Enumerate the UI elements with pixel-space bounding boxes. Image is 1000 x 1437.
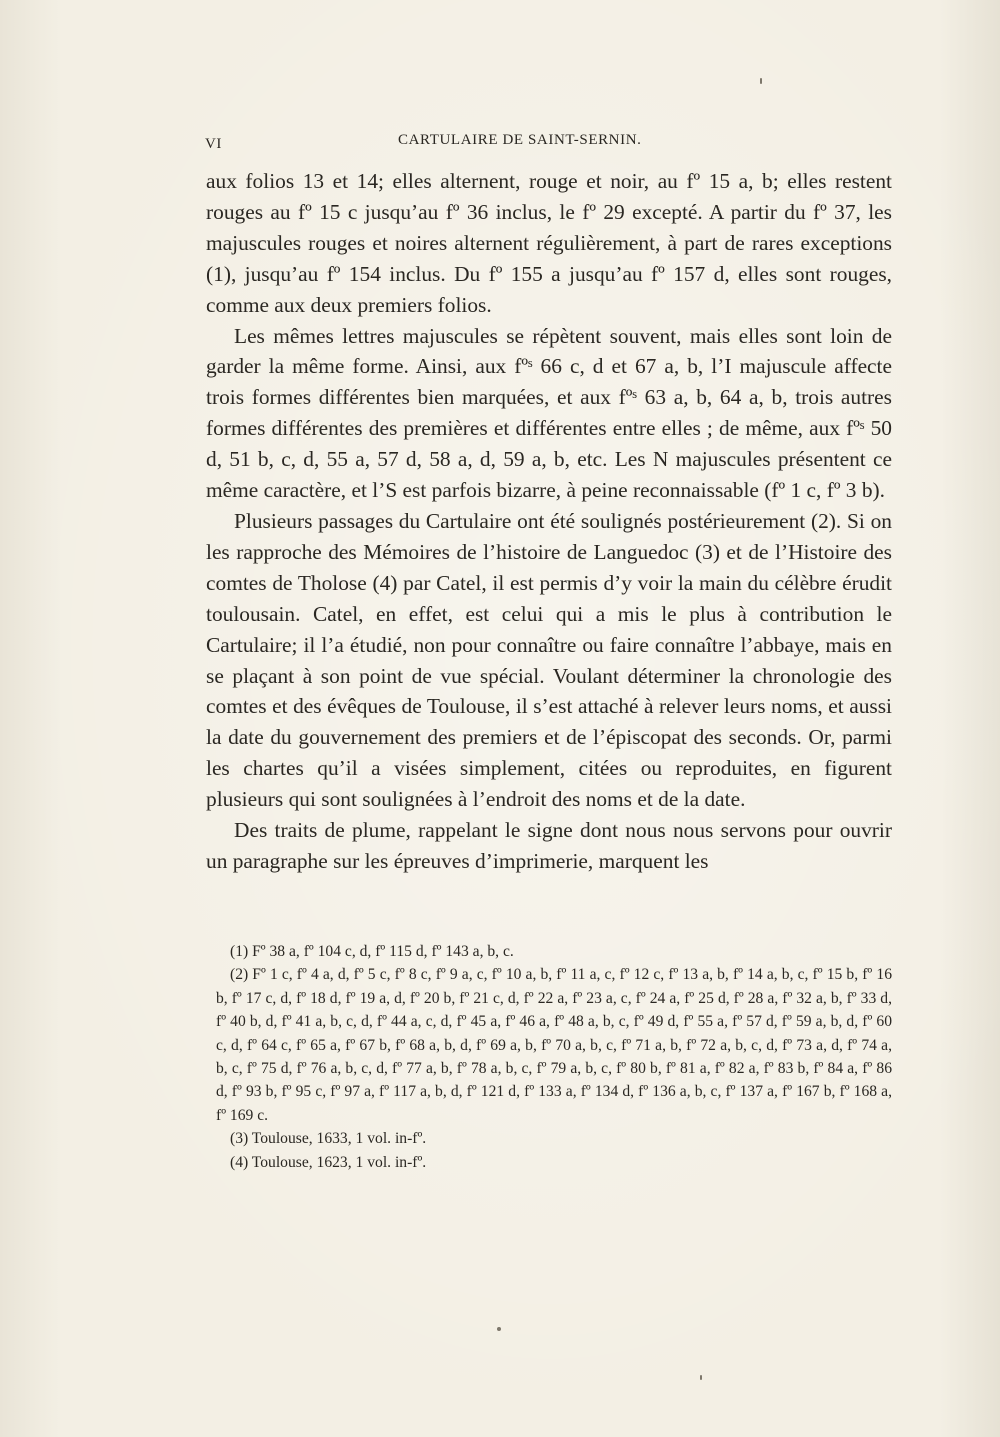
paper-speck	[760, 78, 762, 84]
main-text	[206, 166, 892, 877]
footnote: (1) Fº 38 a, fº 104 c, d, fº 115 d, fº 143 a, b, c.	[230, 943, 514, 960]
running-title: CARTULAIRE DE SAINT-SERNIN.	[398, 132, 642, 148]
page-header	[205, 128, 895, 158]
footnote: (3) Toulouse, 1633, 1 vol. in-fº.	[230, 1130, 427, 1148]
paragraph: aux folios 13 et 14; elles alternent, rouge et noir, au fº 15 a, b; elles restent rouges au fº 15 c jusqu’au fº 36 inclus, le fº 29 excepté. A partir du fº 37, les majuscules rouges et noires alternent régulièrement, à part de rares exceptions (1), jusqu’au fº 154 inclus. Du fº 155 a jusqu’au fº 157 d, elles sont rouges, comme aux deux premiers folios.	[206, 169, 892, 317]
folio-number: VI	[205, 136, 222, 152]
paragraph: Les mêmes lettres majuscules se répètent souvent, mais elles sont loin de garder la même forme. Ainsi, aux fºˢ 66 c, d et 67 a, b, l’I majuscule affecte trois formes différentes bien marquées, et aux fºˢ 63 a, b, 64 a, b, trois autres formes différentes des premières et différentes entre elles ; de même, aux fºˢ 50 d, 51 b, c, d, 55 a, 57 d, 58 a, d, 59 a, b, etc. Les N majuscules présentent ce même caractère, et l’S est parfois bizarre, à peine reconnaissable (fº 1 c, fº 3 b).	[206, 323, 892, 503]
footnote: (2) Fº 1 c, fº 4 a, d, fº 5 c, fº 8 c, fº 9 a, c, fº 10 a, b, fº 11 a, c, fº 12 c, fº 13 a, b, fº 14 a, b, c, fº 15 b, fº 16 b, fº 17 c, d, fº 18 d, fº 19 a, d, fº 20 b, fº 21 c, d, fº 22 a, fº 23 a, c, fº 24 a, fº 25 d, fº 28 a, fº 32 a, b, fº 33 d, fº 40 b, d, fº 41 a, b, c, d, fº 44 a, c, d, fº 45 a, fº 46 a, fº 48 a, b, c, fº 49 d, fº 55 a, fº 57 d, fº 59 a, b, d, fº 60 c, d, fº 64 c, fº 65 a, fº 67 b, fº 68 a, b, d, fº 69 a, b, fº 70 a, b, c, fº 71 a, b, fº 72 a, b, c, d, fº 73 a, d, fº 74 a, b, c, fº 75 d, fº 76 a, b, c, d, fº 77 a, b, fº 78 a, b, c, fº 79 a, b, c, fº 80 b, fº 81 a, fº 82 a, fº 83 b, fº 84 a, fº 86 d, fº 93 b, fº 95 c, fº 97 a, fº 117 a, b, d, fº 121 d, fº 133 a, fº 134 d, fº 136 a, b, c, fº 137 a, fº 167 b, fº 168 a, fº 169 c.	[216, 966, 892, 1124]
footnote: (4) Toulouse, 1623, 1 vol. in-fº.	[230, 1153, 427, 1171]
footnotes	[216, 940, 892, 1174]
paragraph: Des traits de plume, rappelant le signe dont nous nous servons pour ouvrir un paragraphe sur les épreuves d’imprimerie, marquent les	[206, 818, 892, 873]
paper-speck	[700, 1375, 702, 1380]
paragraph: Plusieurs passages du Cartulaire ont été soulignés postérieurement (2). Si on les rapproche des Mémoires de l’histoire de Languedoc (3) et de l’Histoire des comtes de Tholose (4) par Catel, il est permis d’y voir la main du célèbre érudit toulousain. Catel, en effet, est celui qui a mis le plus à contribution le Cartulaire; il l’a étudié, non pour connaître ou faire connaître l’abbaye, mais en se plaçant à son point de vue spécial. Voulant déterminer la chronologie des comtes et des évêques de Toulouse, il s’est attaché à relever leurs noms, et aussi la date du gouvernement des premiers et de l’épiscopat des seconds. Or, parmi les chartes qu’il a visées simplement, citées ou reproduites, en figurent plusieurs qui sont soulignées à l’endroit des noms et de la date.	[206, 508, 892, 812]
paper-speck	[497, 1327, 501, 1331]
